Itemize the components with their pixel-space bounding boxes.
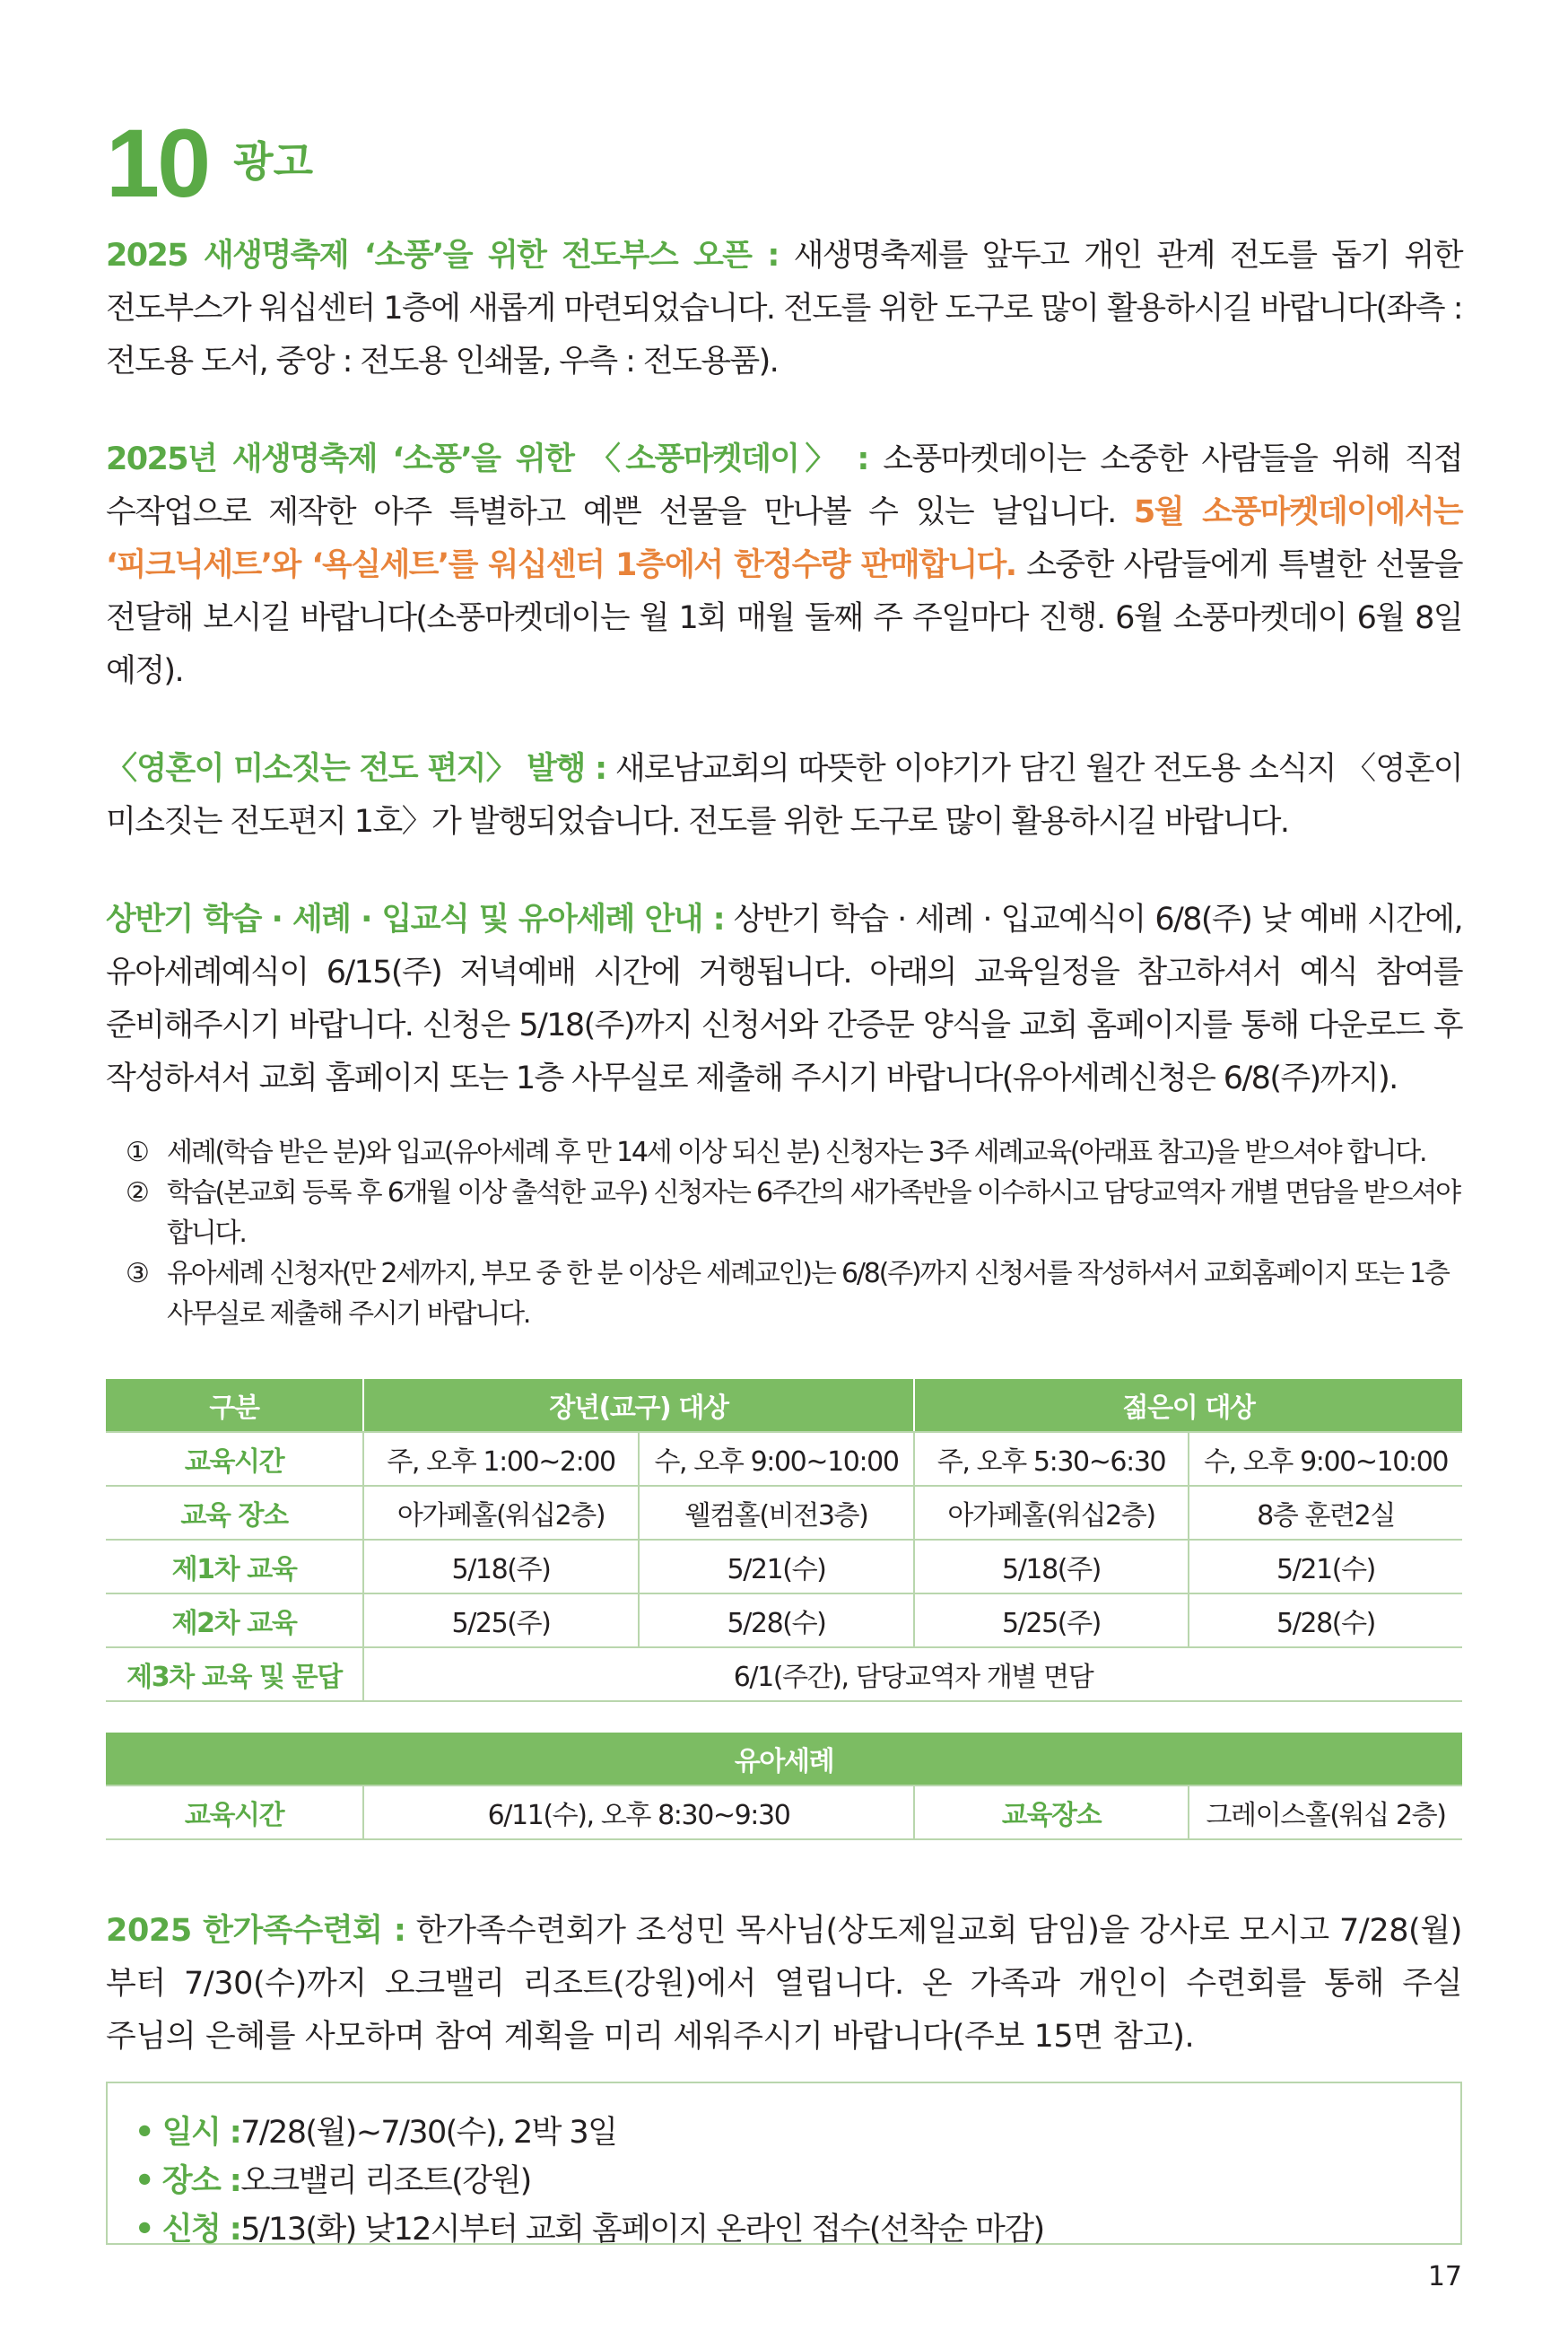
- table-cell: 8층 훈련2실: [1189, 1486, 1462, 1540]
- table-cell: 5/18(주): [363, 1540, 639, 1593]
- note-marker: ②: [126, 1177, 148, 1209]
- note-marker: ①: [126, 1137, 148, 1168]
- table-header-row: [106, 1733, 1462, 1785]
- announcement-body: 상반기 학습 · 세례 · 입교예식이 6/8(주) 낮 예배 시간에, 유아세례예식이 6/15(주) 저녁예배 시간에 거행됩니다. 아래의 교육일정을 참고하셔서 예식 참여를 준비해주시기 바랍니다. 신청은 5/18(주)까지 신청서와 간증문 양식을 교회 홈페이지를 통해 다운로드 후 작성하셔서 교회 홈페이지 또는 1층 사무실로 제출해 주시기 바랍니다(유아세례신청은 6/8(주)까지).: [106, 902, 1462, 1096]
- retreat-info-label: 장소 :: [161, 2163, 241, 2199]
- row-label: 교육시간: [106, 1432, 363, 1486]
- table-cell: 그레이스홀(워십 2층): [1189, 1785, 1462, 1839]
- bullet-icon: •: [135, 2212, 153, 2248]
- table-cell: 수, 오후 9:00~10:00: [639, 1432, 914, 1486]
- infant-baptism-table: [106, 1733, 1462, 1840]
- table-row: [106, 1540, 1462, 1593]
- table-row: [106, 1647, 1462, 1701]
- announcement-label: 2025년 새생명축제 ‘소풍’을 위한 〈소풍마켓데이〉 :: [106, 441, 868, 477]
- column-header: 유아세례: [106, 1733, 1462, 1785]
- table-cell: 수, 오후 9:00~10:00: [1189, 1432, 1462, 1486]
- row-label: 제3차 교육 및 문답: [106, 1647, 363, 1701]
- table-cell: 5/21(수): [1189, 1540, 1462, 1593]
- table-cell: 아가페홀(워십2층): [914, 1486, 1189, 1540]
- retreat-info-label: 일시 :: [161, 2115, 241, 2151]
- row-label: 제2차 교육: [106, 1593, 363, 1647]
- table-row: [106, 1432, 1462, 1486]
- note-text: 세례(학습 받은 분)와 입교(유아세례 후 만 14세 이상 되신 분) 신청자는 3주 세례교육(아래표 참고)을 받으셔야 합니다.: [167, 1137, 1426, 1168]
- note-marker: ③: [126, 1258, 148, 1289]
- announcement-baptism: [106, 894, 1462, 1105]
- table-cell: 6/1(주간), 담당교역자 개별 면담: [363, 1647, 1462, 1701]
- table-cell: 5/25(주): [363, 1593, 639, 1647]
- table-cell: 아가페홀(워십2층): [363, 1486, 639, 1540]
- column-header: 장년(교구) 대상: [363, 1379, 914, 1432]
- announcement-label: 〈영혼이 미소짓는 전도 편지〉 발행 :: [106, 751, 606, 787]
- retreat-info-item: [135, 2205, 1460, 2254]
- note-item: [126, 1132, 1462, 1173]
- table-cell: 6/11(수), 오후 8:30~9:30: [363, 1785, 914, 1839]
- announcement-body: 새생명축제를 앞두고 개인 관계 전도를 돕기 위한 전도부스가 워십센터 1층에 새롭게 마련되었습니다. 전도를 위한 도구로 많이 활용하시길 바랍니다(좌측 : 전도용 도서, 중앙 : 전도용 인쇄물, 우측 : 전도용품).: [106, 238, 1462, 380]
- table-row: [106, 1486, 1462, 1540]
- announcement-market-day: [106, 433, 1462, 698]
- column-header: 젊은이 대상: [914, 1379, 1462, 1432]
- section-title: 광고: [233, 137, 314, 186]
- retreat-info-value: 7/28(월)~7/30(수), 2박 3일: [240, 2115, 617, 2151]
- retreat-info-box: [106, 2082, 1462, 2248]
- retreat-info-value: 5/13(화) 낮12시부터 교회 홈페이지 온라인 접수(선착순 마감): [240, 2212, 1044, 2248]
- table-cell: 5/25(주): [914, 1593, 1189, 1647]
- education-schedule-table: [106, 1379, 1462, 1702]
- section-header: [106, 108, 1462, 217]
- row-label: 교육장소: [914, 1785, 1189, 1839]
- column-header: 구분: [106, 1379, 363, 1432]
- note-text: 유아세례 신청자(만 2세까지, 부모 중 한 분 이상은 세례교인)는 6/8(주)까지 신청서를 작성하셔서 교회홈페이지 또는 1층 사무실로 제출해 주시기 바랍니다.: [167, 1258, 1449, 1330]
- table-cell: 주, 오후 1:00~2:00: [363, 1432, 639, 1486]
- retreat-info-item: [135, 2157, 1460, 2205]
- announcement-label: 2025 새생명축제 ‘소풍’을 위한 전도부스 오픈 :: [106, 238, 779, 274]
- announcement-body: 한가족수련회가 조성민 목사님(상도제일교회 담임)을 강사로 모시고 7/28(월)부터 7/30(수)까지 오크밸리 리조트(강원)에서 열립니다. 온 가족과 개인이 수련회를 통해 주실 주님의 은혜를 사모하며 참여 계획을 미리 세워주시기 바랍니다(주보 15면 참고).: [106, 1913, 1462, 2055]
- table-row: [106, 1593, 1462, 1647]
- announcement-family-retreat: [106, 1905, 1462, 2064]
- note-item: [126, 1253, 1462, 1334]
- table-cell: 5/18(주): [914, 1540, 1189, 1593]
- row-label: 제1차 교육: [106, 1540, 363, 1593]
- retreat-info-value: 오크밸리 리조트(강원): [240, 2163, 531, 2199]
- page-number: 17: [1427, 2261, 1462, 2292]
- note-item: [126, 1173, 1462, 1253]
- announcement-body: 소중한 사람들에게 특별한 선물을 전달해 보시길 바랍니다(소풍마켓데이는 월 1회 매월 둘째 주 주일마다 진행. 6월 소풍마켓데이 6월 8일 예정).: [106, 547, 1462, 689]
- table-cell: 5/28(수): [639, 1593, 914, 1647]
- table-cell: 주, 오후 5:30~6:30: [914, 1432, 1189, 1486]
- table-header-row: [106, 1379, 1462, 1432]
- announcement-label: 2025 한가족수련회 :: [106, 1913, 406, 1949]
- announcement-body: 소풍마켓데이는 소중한 사람들을 위해 직접 수작업으로 제작한 아주 특별하고 예쁜 선물을 만나볼 수 있는 날입니다.: [106, 441, 1462, 530]
- bulletin-page: [106, 108, 1462, 2248]
- announcement-body: 새로남교회의 따뜻한 이야기가 담긴 월간 전도용 소식지 〈영혼이 미소짓는 전도편지 1호〉가 발행되었습니다. 전도를 위한 도구로 많이 활용하시길 바랍니다.: [106, 751, 1462, 840]
- row-label: 교육 장소: [106, 1486, 363, 1540]
- table-cell: 웰컴홀(비전3층): [639, 1486, 914, 1540]
- retreat-info-item: [135, 2108, 1460, 2157]
- announcement-letter: [106, 743, 1462, 849]
- section-number: 10: [106, 109, 209, 217]
- retreat-info-label: 신청 :: [161, 2212, 241, 2248]
- bullet-icon: •: [135, 2163, 153, 2199]
- table-cell: 5/28(수): [1189, 1593, 1462, 1647]
- baptism-notes-list: [126, 1132, 1462, 1334]
- row-label: 교육시간: [106, 1785, 363, 1839]
- table-cell: 5/21(수): [639, 1540, 914, 1593]
- announcement-evangelism-booth: [106, 230, 1462, 388]
- bullet-icon: •: [135, 2115, 153, 2151]
- announcement-label: 상반기 학습 · 세례 · 입교식 및 유아세례 안내 :: [106, 902, 724, 938]
- announcement-highlight: 5월 소풍마켓데이에서는 ‘피크닉세트’와 ‘욕실세트’를 워십센터 1층에서 한정수량 판매합니다.: [106, 494, 1462, 583]
- table-row: [106, 1785, 1462, 1839]
- note-text: 학습(본교회 등록 후 6개월 이상 출석한 교우) 신청자는 6주간의 새가족반을 이수하시고 담당교역자 개별 면담을 받으셔야 합니다.: [167, 1177, 1459, 1249]
